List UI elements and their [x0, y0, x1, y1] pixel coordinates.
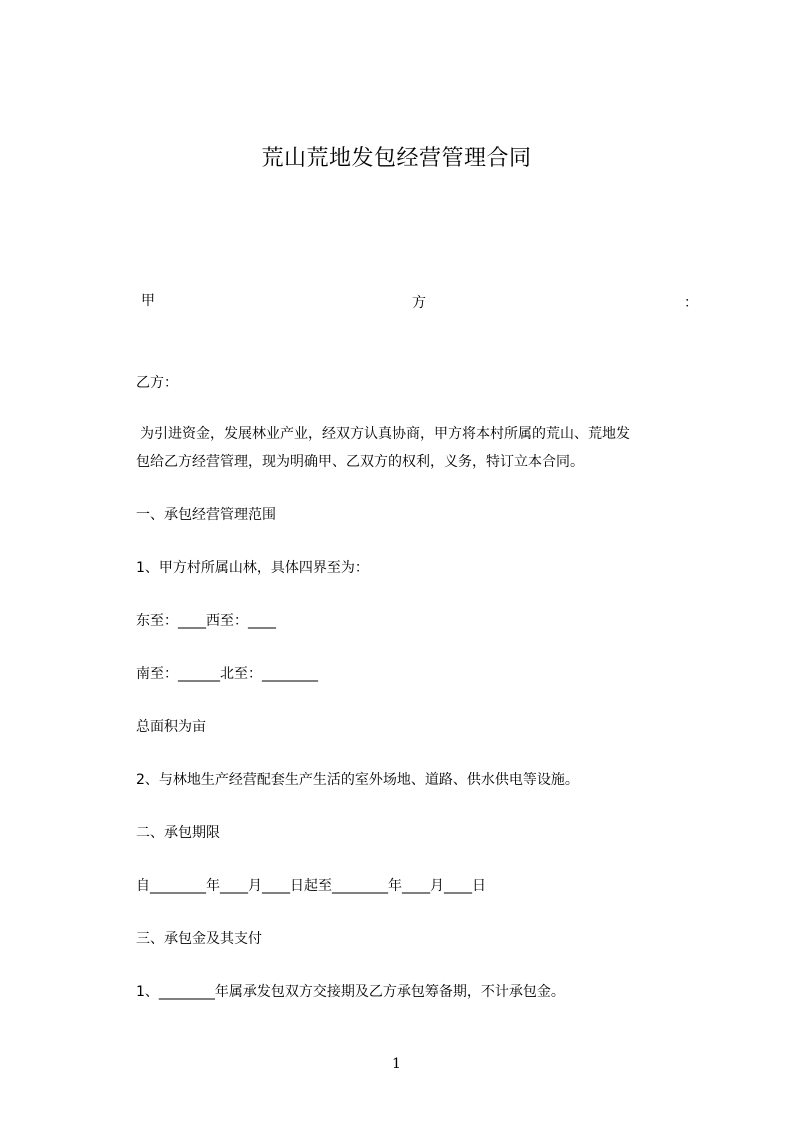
- section1-item2: 2、与林地生产经营配套生产生活的室外场地、道路、供水供电等设施。: [136, 772, 579, 788]
- term-dates: 自________年____月____日起至________年____月____日: [136, 878, 486, 894]
- page-number: 1: [392, 1056, 401, 1072]
- party-a-colon: ：: [684, 295, 698, 311]
- total-area: 总面积为亩: [136, 719, 206, 735]
- intro-line-2: 包给乙方经营管理，现为明确甲、乙双方的权利，义务，特订立本合同。: [136, 454, 584, 470]
- section3-heading: 三、承包金及其支付: [136, 931, 262, 947]
- party-a-char-fang: 方: [412, 295, 426, 311]
- section1-heading: 一、承包经营管理范围: [136, 507, 276, 523]
- section3-item1: 1、________年属承发包双方交接期及乙方承包筹备期，不计承包金。: [136, 984, 565, 1000]
- boundary-south-north: 南至：______北至：________: [136, 666, 318, 682]
- party-a-char-jia: 甲: [141, 293, 155, 309]
- party-b-line: 乙方：: [136, 375, 178, 391]
- boundary-east-west: 东至：____西至：____: [136, 613, 276, 629]
- section2-heading: 二、承包期限: [136, 825, 220, 841]
- intro-paragraph: [136, 420, 702, 476]
- intro-line-1: 为引进资金，发展林业产业，经双方认真协商，甲方将本村所属的荒山、荒地发: [140, 426, 630, 442]
- section1-item1: 1、甲方村所属山林，具体四界至为：: [136, 560, 369, 576]
- document-title: 荒山荒地发包经营管理合同: [261, 146, 532, 171]
